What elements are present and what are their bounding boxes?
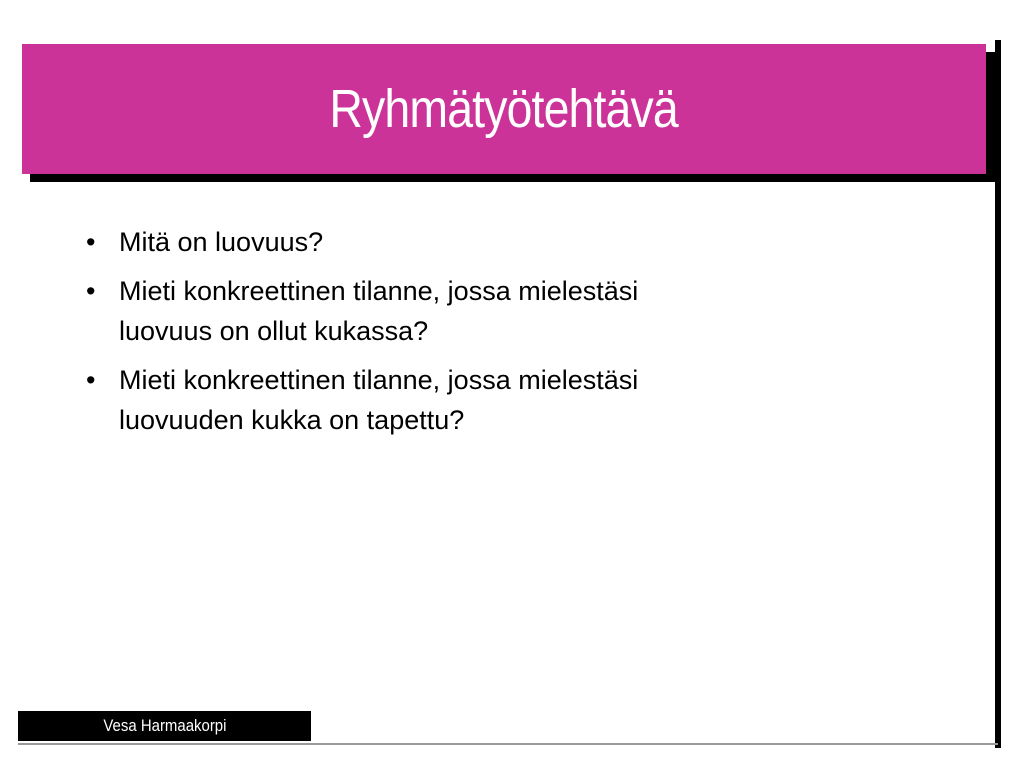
footer-author-box — [18, 711, 311, 741]
bullet-text: Mitä on luovuus? — [119, 227, 324, 257]
bullet-item — [86, 271, 846, 351]
bullet-item — [86, 360, 846, 440]
bullet-marker: • — [86, 276, 96, 306]
footer-author: Vesa Harmaakorpi — [102, 716, 227, 735]
right-border-rule — [995, 40, 1001, 748]
bullet-marker: • — [86, 227, 96, 257]
bullet-marker: • — [86, 365, 96, 395]
bullet-list — [86, 222, 846, 449]
bullet-text-line-1: Mieti konkreettinen tilanne, jossa mielestäsi — [119, 365, 639, 395]
bullet-text-line-2: luovuus on ollut kukassa? — [119, 316, 429, 346]
slide-title: Ryhmätyötehtävä — [329, 79, 679, 139]
bottom-border-rule — [18, 743, 998, 745]
bullet-item — [86, 222, 846, 262]
title-banner — [22, 44, 986, 174]
bullet-text-line-1: Mieti konkreettinen tilanne, jossa mielestäsi — [119, 276, 639, 306]
bullet-text-line-2: luovuuden kukka on tapettu? — [119, 405, 465, 435]
